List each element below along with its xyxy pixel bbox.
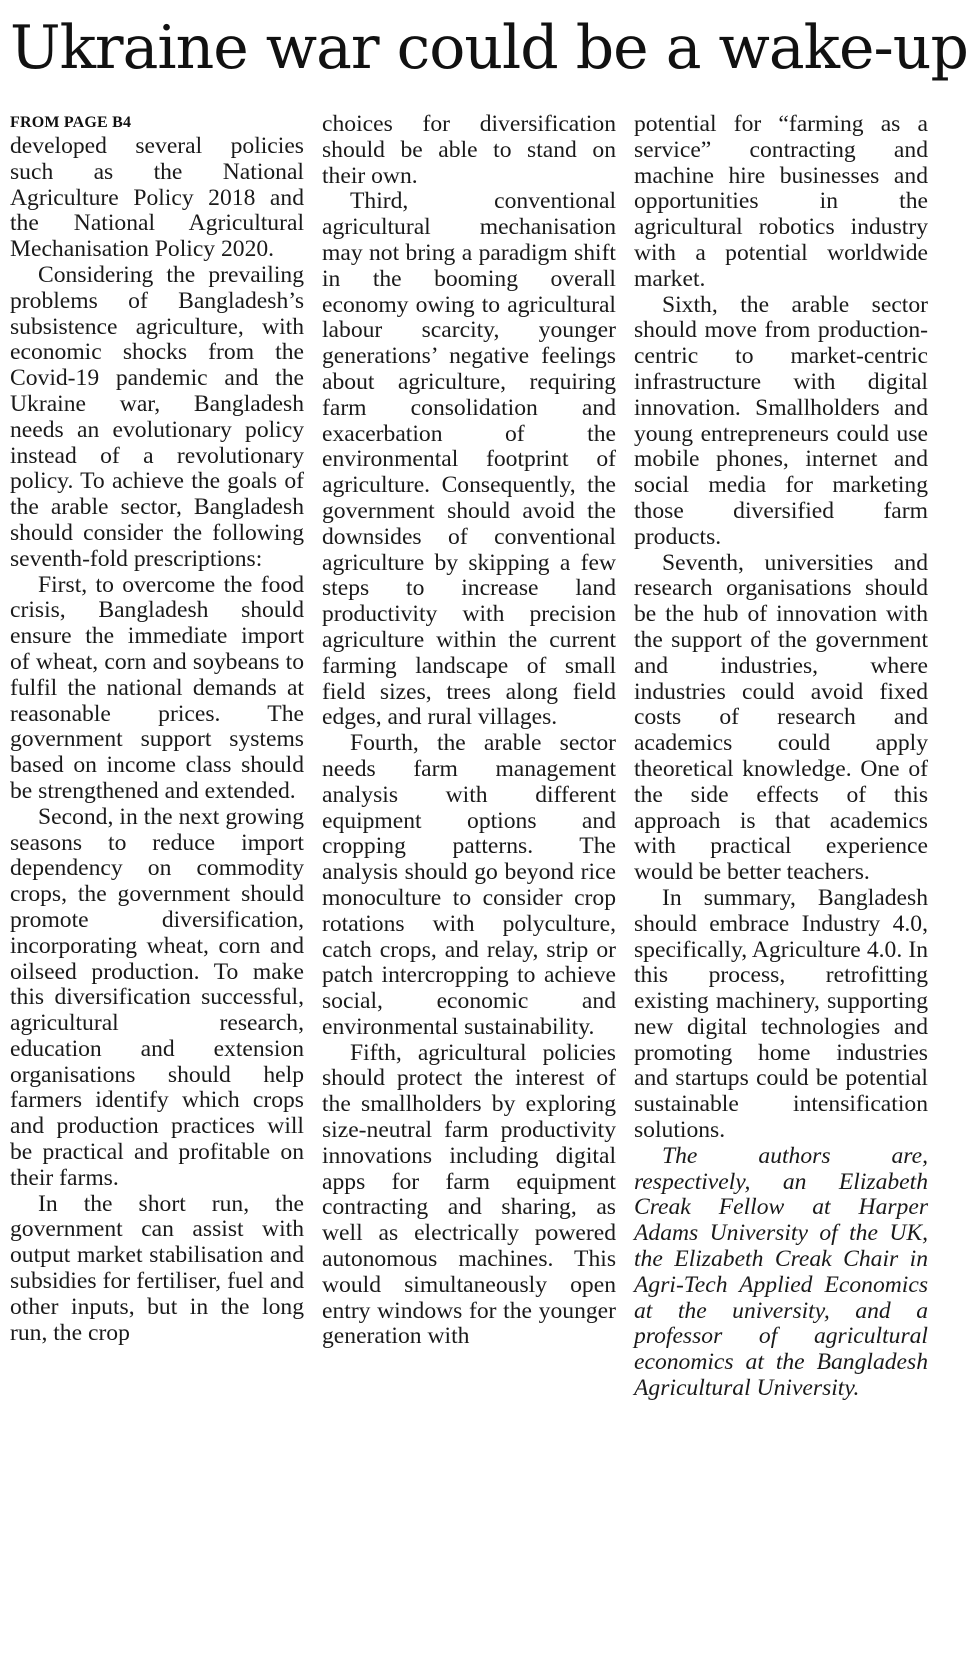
paragraph: potential for “farming as a service” contracting and machine hire businesses and opportunities in the agricultural robotics industry with a potential worldwide market. (634, 111, 928, 292)
paragraph: Third, conventional agricultural mechanisation may not bring a paradigm shift in the booming overall economy owing to agricultural labour scarcity, younger generations’ negative feelings about agriculture, requiring farm consolidation and exacerbation of the environmental footprint of agriculture. Consequently, the government should avoid the downsides of conventional agriculture by skipping a few steps to increase land productivity with precision agriculture within the current farming landscape of small field sizes, trees along field edges, and rural villages. (322, 188, 616, 731)
article-column-2 (322, 112, 616, 1350)
paragraph: Fifth, agricultural policies should protect the interest of the smallholders by exploring size-neutral farm productivity innovations including digital apps for farm equipment contracting and sharing, as well as electrically powered autonomous machines. This would simultaneously open entry windows for the younger generation with (322, 1039, 616, 1350)
paragraph: Fourth, the arable sector needs farm management analysis with different equipment options and cropping patterns. The analysis should go beyond rice monoculture to consider crop rotations with polyculture, catch crops, and relay, strip or patch intercropping to achieve social, economic and environmental sustainability. (322, 730, 616, 1040)
paragraph: In the short run, the government can assist with output market stabilisation and subsidies for fertiliser, fuel and other inputs, but in the long run, the crop (10, 1190, 304, 1346)
paragraph: Considering the prevailing problems of Bangladesh’s subsistence agriculture, with economic shocks from the Covid-19 pandemic and the Ukraine war, Bangladesh needs an evolutionary policy instead of a revolutionary policy. To achieve the goals of the arable sector, Bangladesh should consider the following seventh-fold prescriptions: (10, 261, 304, 572)
paragraph: choices for diversification should be able to stand on their own. (322, 111, 616, 189)
paragraph: developed several policies such as the National Agriculture Policy 2018 and the National Agricultural Mechanisation Policy 2020. (10, 133, 304, 263)
paragraph: First, to overcome the food crisis, Bangladesh should ensure the immediate import of wheat, corn and soybeans to fulfil the national demands at reasonable prices. The government support systems based on income class should be strengthened and extended. (10, 571, 304, 804)
article-column-1 (10, 112, 304, 1346)
author-byline: The authors are, respectively, an Elizabeth Creak Fellow at Harper Adams University of the UK, the Elizabeth Creak Chair in Agri-Tech Applied Economics at the university, and a professor of agricultural economics at the Bangladesh Agricultural University. (634, 1142, 928, 1402)
paragraph: Seventh, universities and research organisations should be the hub of innovation with the support of the government and industries, where industries could avoid fixed costs of research and academics could apply theoretical knowledge. One of the side effects of this approach is that academics with practical experience would be better teachers. (634, 549, 928, 886)
paragraph: In summary, Bangladesh should embrace Industry 4.0, specifically, Agriculture 4.0. In this process, retrofitting existing machinery, supporting new digital technologies and promoting home industries and startups could be potential sustainable intensification solutions. (634, 884, 928, 1144)
continuation-kicker: FROM PAGE B4 (10, 114, 132, 131)
article-column-3 (634, 112, 928, 1402)
paragraph: Second, in the next growing seasons to reduce import dependency on commodity crops, the government should promote diversification, incorporating wheat, corn and oilseed production. To make this diversification successful, agricultural research, education and extension organisations should help farmers identify which crops and production practices will be practical and profitable on their farms. (10, 803, 304, 1191)
paragraph: Sixth, the arable sector should move from production-centric to market-centric infrastructure with digital innovation. Smallholders and young entrepreneurs could use mobile phones, internet and social media for marketing those diversified farm products. (634, 291, 928, 550)
article-headline: Ukraine war could be a wake-up (10, 13, 968, 83)
